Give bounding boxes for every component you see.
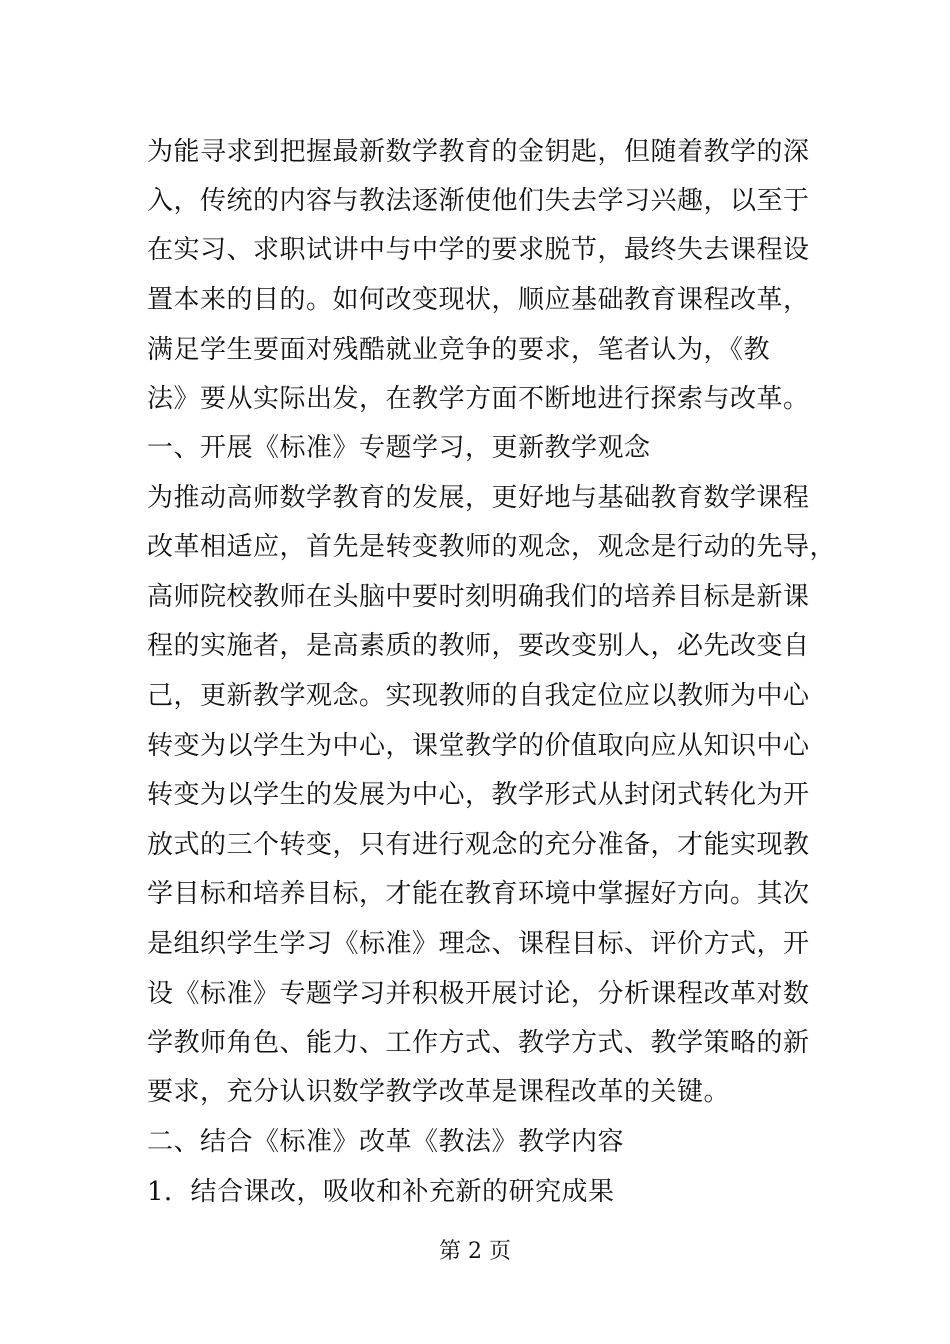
text-line: 为能寻求到把握最新数学教育的金钥匙，但随着教学的深 [147, 137, 810, 167]
text-line: 己，更新教学观念。实现教师的自我定位应以教师为中心 [147, 681, 810, 711]
text-line: 要求，充分认识数学教学改革是课程改革的关键。 [147, 1077, 731, 1107]
text-line: 改革相适应，首先是转变教师的观念，观念是行动的先导， [147, 532, 837, 562]
page-number: 第 2 页 [439, 1239, 511, 1264]
text-line: 转变为以学生的发展为中心，教学形式从封闭式转化为开 [147, 780, 810, 810]
text-line: 置本来的目的。如何改变现状，顺应基础教育课程改革， [147, 285, 810, 315]
text-line: 入，传统的内容与教法逐渐使他们失去学习兴趣，以至于 [147, 186, 810, 216]
text-line: 学教师角色、能力、工作方式、教学方式、教学策略的新 [147, 1028, 810, 1058]
text-line: 高师院校教师在头脑中要时刻明确我们的培养目标是新课 [147, 582, 810, 612]
text-line: 法》要从实际出发，在教学方面不断地进行探索与改革。 [147, 384, 810, 414]
text-line: 转变为以学生为中心，课堂教学的价值取向应从知识中心 [147, 731, 810, 761]
text-line: 程的实施者，是高素质的教师，要改变别人，必先改变自 [147, 631, 810, 661]
text-line: 学目标和培养目标，才能在教育环境中掌握好方向。其次 [147, 879, 810, 909]
subsection-heading: 1．结合课改，吸收和补充新的研究成果 [147, 1177, 615, 1207]
text-line: 满足学生要面对残酷就业竞争的要求，笔者认为，《教 [147, 335, 771, 365]
text-line: 设《标准》专题学习并积极开展讨论，分析课程改革对数 [147, 979, 810, 1009]
text-line: 为推动高师数学教育的发展，更好地与基础教育数学课程 [147, 483, 810, 513]
text-line: 放式的三个转变，只有进行观念的充分准备，才能实现教 [147, 830, 810, 860]
section-heading: 一、开展《标准》专题学习，更新教学观念 [147, 433, 651, 463]
section-heading: 二、结合《标准》改革《教法》教学内容 [147, 1127, 625, 1157]
text-line: 在实习、求职试讲中与中学的要求脱节，最终失去课程设 [147, 235, 810, 265]
text-line: 是组织学生学习《标准》理念、课程目标、评价方式，开 [147, 929, 810, 959]
